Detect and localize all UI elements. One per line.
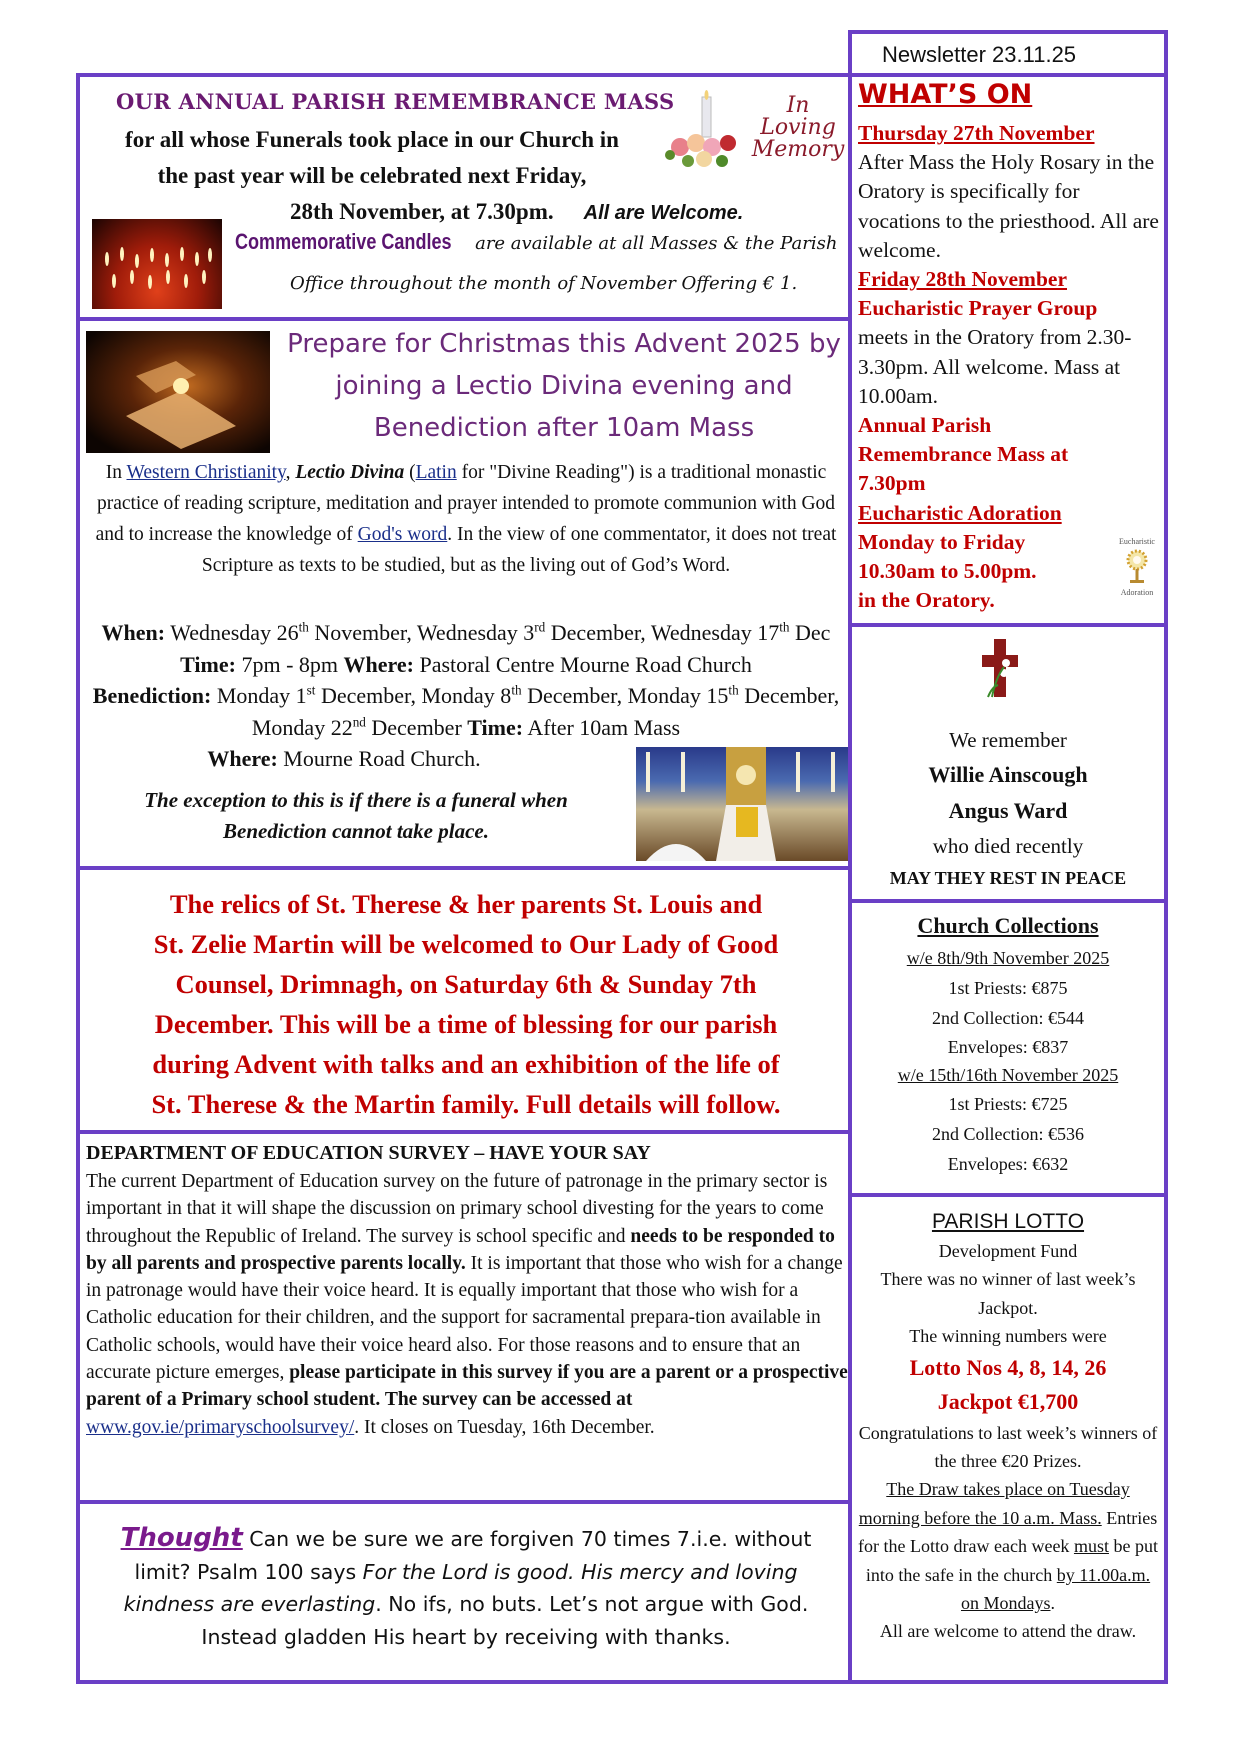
whats-on-section (848, 73, 1168, 627)
we-remember-section (848, 623, 1168, 903)
lectio-divina-section (76, 317, 854, 870)
candles-text-1: are available at all Masses & the Parish (475, 233, 838, 254)
text: December, Monday 8 (315, 683, 512, 708)
collections-row: 2nd Collection: €544 (932, 1008, 1084, 1028)
lotto-winning-label: The winning numbers were (909, 1326, 1107, 1347)
collections-row: Envelopes: €837 (947, 1037, 1069, 1057)
lectio-heading-3: Benediction after 10am Mass (373, 413, 755, 443)
ilm-word-1: In (786, 93, 810, 118)
remember-rip: MAY THEY REST IN PEACE (889, 868, 1127, 888)
thursday-heading: Thursday 27th November (858, 121, 1095, 145)
link-gods-word[interactable]: God's word (357, 524, 448, 545)
relics-line-2: St. Zelie Martin will be welcomed to Our Lady of Good (153, 929, 779, 959)
benediction-label: Benediction: (92, 683, 212, 708)
link-latin[interactable]: Latin (415, 462, 457, 483)
thursday-text: After Mass the Holy Rosary in the Oratory is specifically for vocations to the priesthood. All are welcome. (858, 150, 1159, 262)
text: Entries for the Lotto draw each week (858, 1507, 1158, 1557)
remember-name-2: Angus Ward (948, 798, 1068, 823)
sup: th (728, 682, 739, 698)
bold-text: please participate in this survey if you are a parent or a prospective parent of a Primary school student. The survey can be accessed at (86, 1362, 848, 1411)
lotto-draw-info (856, 1475, 1160, 1617)
where-label: Where: (207, 746, 278, 771)
remembrance-title: OUR ANNUAL PARISH REMEMBRANCE MASS (116, 89, 675, 114)
text: December, Monday 15 (521, 683, 729, 708)
annual-mass: Annual Parish Remembrance Mass at 7.30pm (858, 413, 1069, 496)
priest-altar-icon (636, 747, 848, 861)
text: In (105, 462, 127, 483)
text: Can we be sure we are forgiven 70 times 7.i.e. without limit? Psalm 100 says (134, 1527, 812, 1584)
ilm-word-2: Loving (760, 115, 836, 140)
adoration-line-3: in the Oratory. (858, 588, 995, 613)
text: . (1050, 1593, 1055, 1614)
cross-lily-icon (978, 637, 1024, 699)
survey-link[interactable]: www.gov.ie/primaryschoolsurvey/ (86, 1416, 355, 1438)
relics-line-4: December. This will be a time of blessing for our parish (154, 1009, 778, 1039)
relics-line-3: Counsel, Drimnagh, on Saturday 6th & Sunday 7th (175, 969, 757, 999)
badge-text: Eucharistic (1119, 537, 1155, 546)
text: Mourne Road Church. (277, 746, 481, 771)
survey-title: DEPARTMENT OF EDUCATION SURVEY – HAVE YOUR SAY (86, 1142, 651, 1164)
bold-text: needs to be responded to by all parents and prospective parents locally. (86, 1225, 835, 1274)
friday-text: meets in the Oratory from 2.30-3.30pm. All welcome. Mass at 10.00am. (858, 325, 1132, 408)
collections-week-1-label: w/e 8th/9th November 2025 (906, 948, 1110, 968)
benediction-altar-image (636, 747, 848, 861)
draw-time: The Draw takes place on Tuesday morning before the 10 a.m. Mass. (858, 1479, 1130, 1528)
remember-died: who died recently (932, 834, 1084, 858)
adoration-heading: Eucharistic Adoration (858, 500, 1062, 525)
church-collections-section (848, 899, 1168, 1197)
text: The current Department of Education survey on the future of patronage in the primary sector is important in that it will shape the discussion on primary school divesting for the years to come throughout the Republic of Ireland. The survey is school specific and (86, 1171, 828, 1247)
parish-lotto-section (848, 1193, 1168, 1684)
collections-title: Church Collections (917, 913, 1099, 938)
collections-row: 2nd Collection: €536 (932, 1124, 1084, 1144)
must: must (1073, 1536, 1109, 1557)
collections-row: 1st Priests: €875 (948, 978, 1068, 998)
time-label: Time: (180, 651, 236, 677)
adoration-line-2: 10.30am to 5.00pm. (858, 559, 1037, 584)
text: December, Wednesday 17 (545, 620, 780, 645)
lectio-heading-2: joining a Lectio Divina evening and (335, 371, 793, 401)
remembrance-mass-section (76, 73, 854, 321)
text: It is important that those who wish for a change in patronage would have their voice heard. It is equally important that those who wish for a Catholic education for their children, and the support for sacramental prepara-tion available in Catholic schools, would have their voice heard also. For those reasons and to ensure that an accurate picture emerges, (86, 1252, 843, 1384)
monstrance-icon (1122, 546, 1152, 586)
adoration-badge (1114, 537, 1160, 613)
lotto-subtitle: Development Fund (938, 1241, 1078, 1261)
lectio-heading-1: Prepare for Christmas this Advent 2025 by (287, 329, 841, 359)
lotto-no-winner: There was no winner of last week’s Jackpot. (880, 1269, 1136, 1318)
deadline: by 11.00a.m. on Mondays (961, 1564, 1151, 1614)
text: for "Divine Reading") is a traditional monastic practice of reading scripture, meditation and prayer intended to promote communion with God and to increase the knowledge of (95, 462, 836, 545)
open-book-icon (86, 331, 270, 453)
candles-flames-icon (92, 219, 222, 309)
remember-name-1: Willie Ainscough (928, 762, 1088, 787)
text: be put into the safe in the church (865, 1536, 1158, 1585)
thought-word: Thought (120, 1523, 243, 1553)
relics-line-6: St. Therese & the Martin family. Full details will follow. (151, 1089, 781, 1119)
remembrance-welcome: All are Welcome. (583, 202, 744, 224)
text: , (285, 462, 296, 483)
text: November, Wednesday 3 (308, 620, 535, 645)
friday-subheading: Eucharistic Prayer Group (858, 296, 1098, 321)
text: December, Monday 22 (251, 683, 840, 740)
sup: th (779, 619, 790, 635)
lectio-description (86, 457, 846, 581)
candles-title: Commemorative Candles (235, 229, 452, 254)
lotto-title: PARISH LOTTO (931, 1210, 1085, 1233)
exception-line-1: The exception to this is if there is a funeral when (144, 788, 568, 812)
text: Monday 1 (211, 683, 307, 708)
remembrance-line-1: for all whose Funerals took place in our Church in (125, 127, 619, 152)
friday-heading: Friday 28th November (858, 267, 1067, 292)
candles-line-1 (235, 229, 837, 255)
lotto-welcome: All are welcome to attend the draw. (879, 1621, 1137, 1642)
text: . It closes on Tuesday, 16th December. (354, 1416, 655, 1438)
bible-candle-image (86, 331, 270, 453)
lotto-congrats: Congratulations to last week’s winners of the three €20 Prizes. (858, 1422, 1158, 1472)
remember-intro: We remember (949, 728, 1067, 752)
text: Wednesday 26 (165, 620, 299, 645)
ilm-word-3: Memory (751, 137, 845, 162)
collections-row: Envelopes: €632 (947, 1154, 1069, 1174)
relics-section (76, 866, 854, 1134)
newsletter-date-box (848, 30, 1168, 77)
newsletter-date: Newsletter 23.11.25 (882, 42, 1077, 67)
lotto-jackpot: Jackpot €1,700 (937, 1388, 1079, 1414)
psalm-quote: For the Lord is good. His mercy and loving kindness are everlasting (123, 1559, 798, 1616)
remembrance-date: 28th November, at 7.30pm. (290, 199, 554, 224)
in-loving-memory-image (658, 89, 848, 179)
text: ( (404, 462, 416, 483)
badge-text: Adoration (1120, 588, 1154, 597)
text: After 10am Mass (523, 714, 681, 740)
candles-image (92, 219, 222, 309)
survey-body (86, 1168, 850, 1441)
collections-row: 1st Priests: €725 (948, 1094, 1068, 1114)
lectio-divina-term: Lectio Divina (295, 462, 405, 483)
thought-text (92, 1522, 840, 1653)
relics-line-5: during Advent with talks and an exhibition of the life of (152, 1049, 780, 1079)
lotto-numbers: Lotto Nos 4, 8, 14, 26 (909, 1354, 1107, 1380)
when-label: When: (101, 620, 166, 645)
sup: th (511, 682, 522, 698)
where-label: Where: (343, 651, 414, 677)
collections-week-2-label: w/e 15th/16th November 2025 (897, 1065, 1119, 1085)
relics-line-1: The relics of St. Therese & her parents St. Louis and (169, 889, 763, 919)
sup: rd (534, 619, 546, 635)
text: Pastoral Centre Mourne Road Church (413, 651, 752, 677)
remembrance-date-line (290, 199, 743, 225)
remembrance-line-2: the past year will be celebrated next Friday, (157, 163, 587, 188)
benediction-where (84, 743, 604, 775)
time-label: Time: (467, 714, 524, 740)
sup: th (298, 619, 309, 635)
whats-on-title: WHAT’S ON (858, 79, 1033, 110)
education-survey-section (76, 1130, 854, 1504)
thought-section (76, 1500, 854, 1684)
sup: nd (352, 714, 366, 730)
link-western-christianity[interactable]: Western Christianity (126, 462, 286, 483)
text: . No ifs, no buts. Let’s not argue with God. Instead gladden His heart by receiving with thanks. (201, 1592, 809, 1649)
text: Dec (789, 620, 831, 645)
lectio-schedule (84, 617, 848, 743)
sup: st (306, 682, 316, 698)
text: 7pm - 8pm (235, 651, 344, 677)
text: . In the view of one commentator, it does not treat Scripture as texts to be studied, but as the living out of God’s Word. (201, 524, 837, 576)
exception-line-2: Benediction cannot take place. (223, 819, 489, 843)
text: December (365, 714, 468, 740)
candles-text-2: Office throughout the month of November Offering € 1. (290, 273, 798, 294)
adoration-line-1: Monday to Friday (858, 529, 1026, 554)
